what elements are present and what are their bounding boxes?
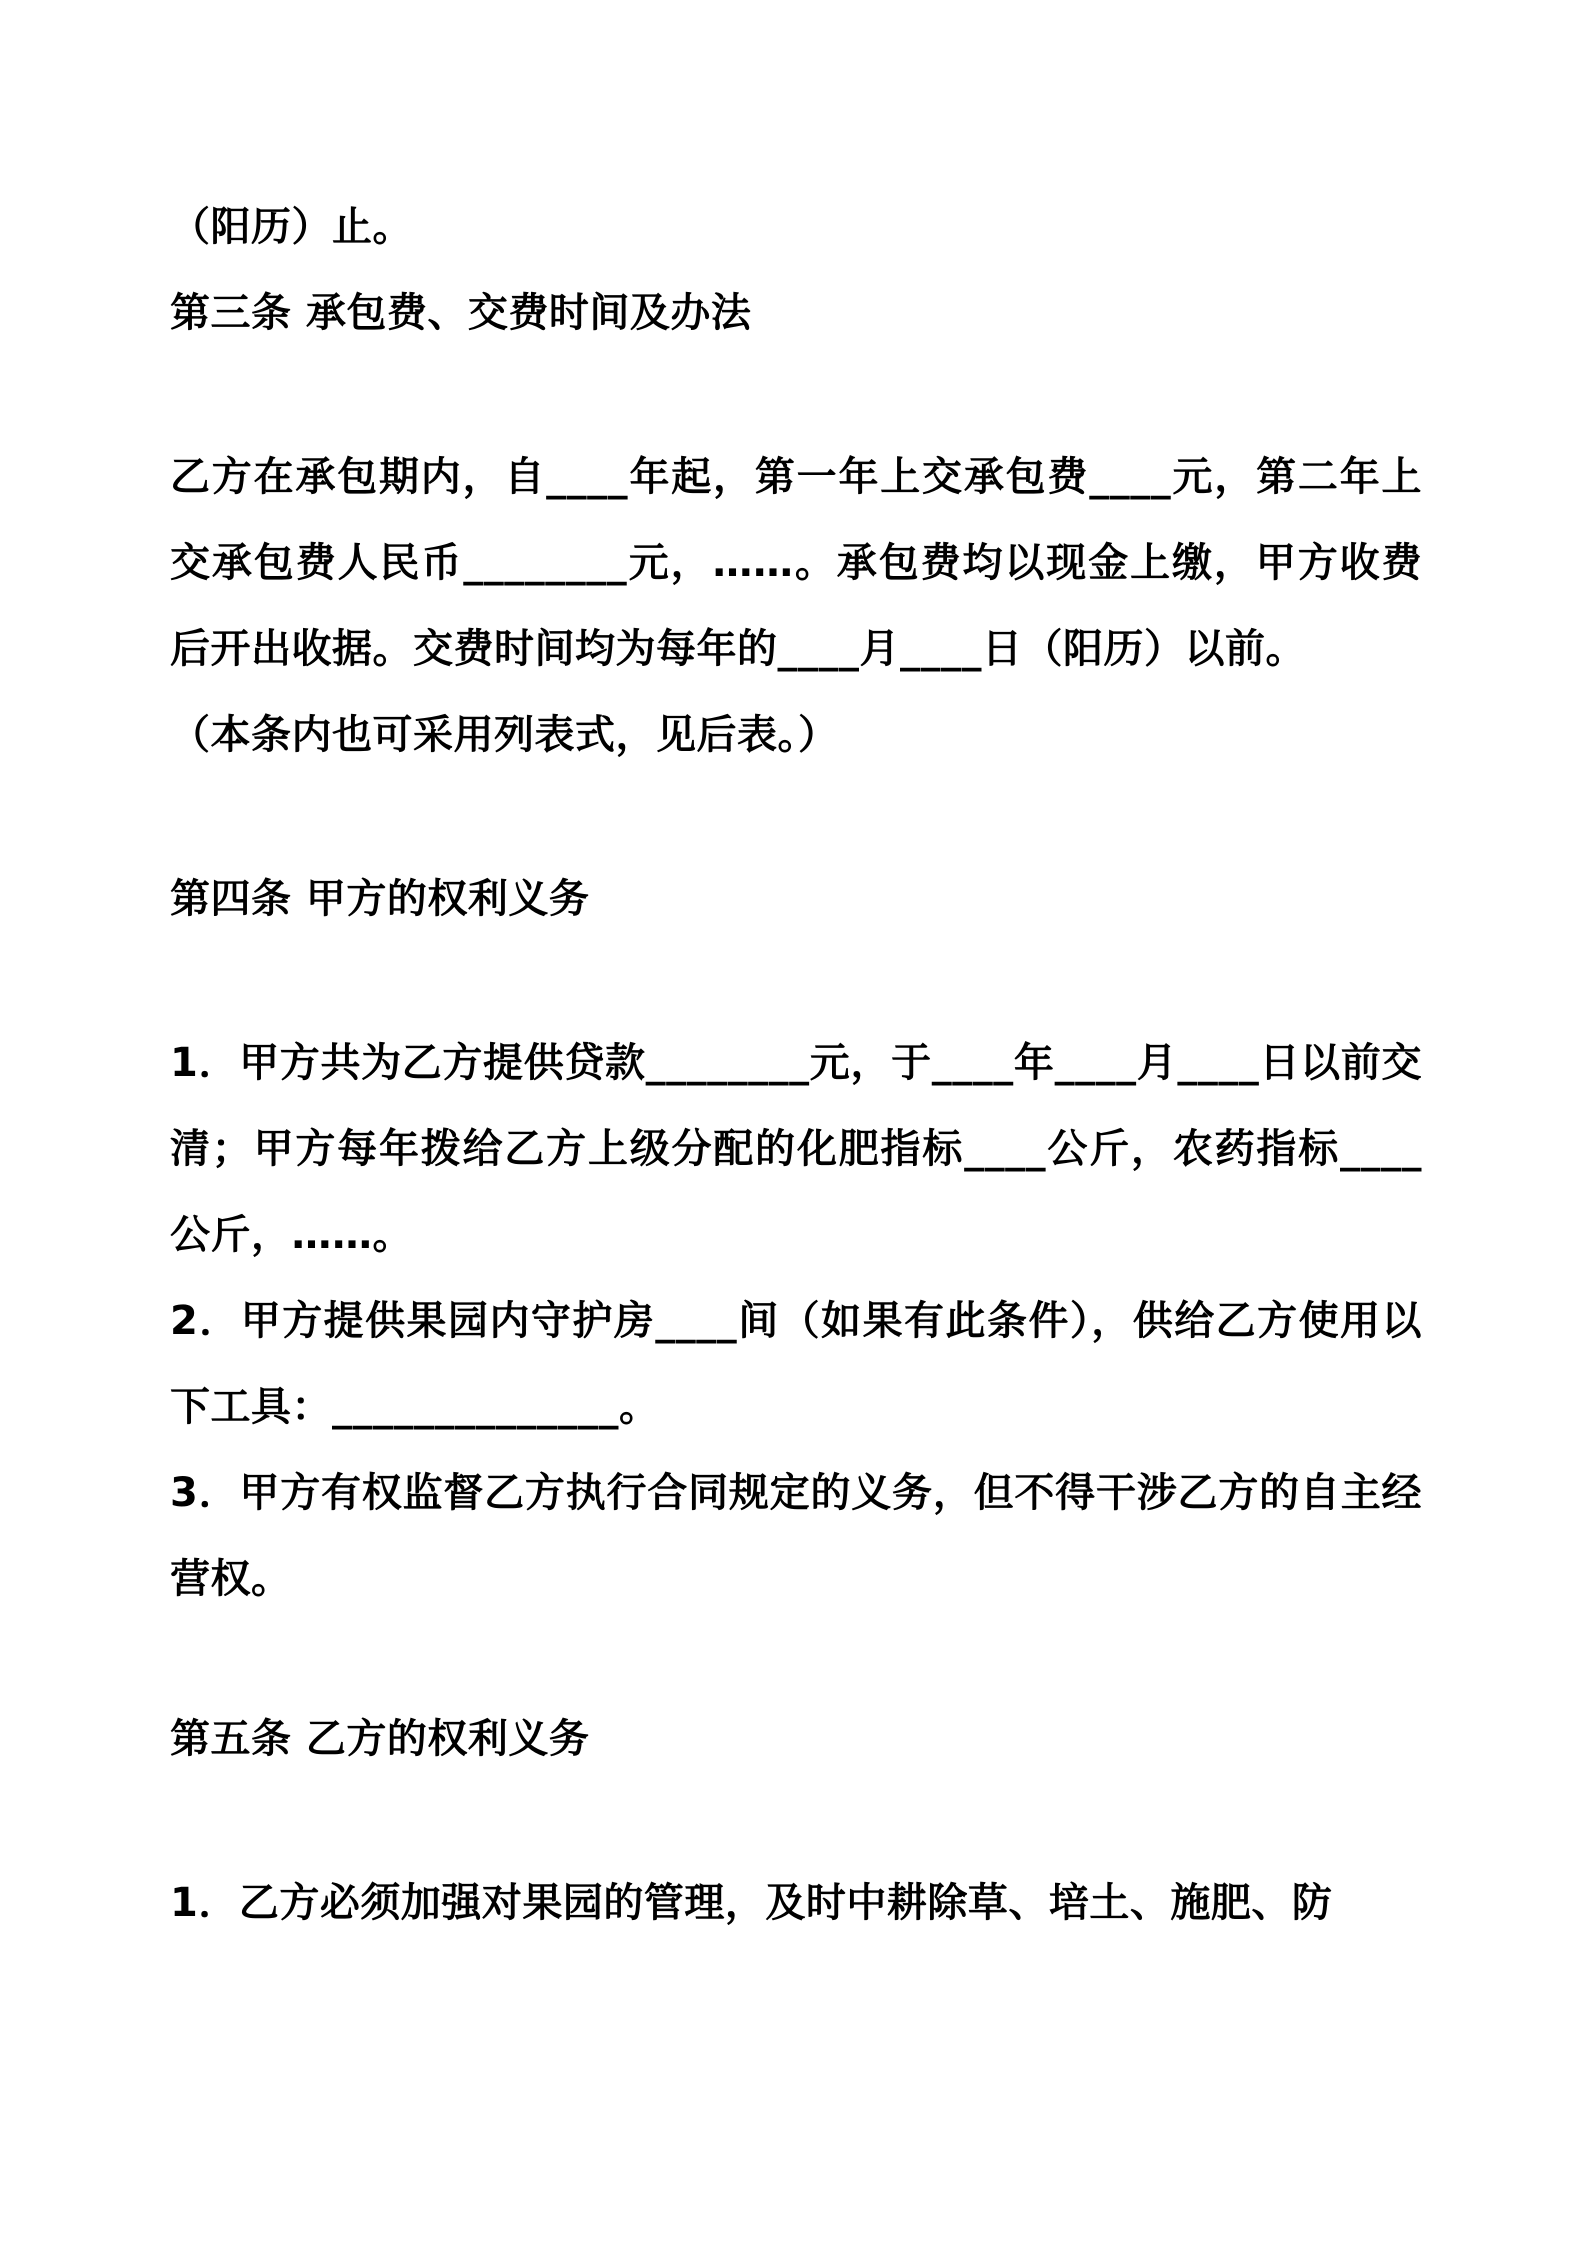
contract-text-body (170, 184, 1422, 1946)
paragraph-article-4-item-3: 3．甲方有权监督乙方执行合同规定的义务，但不得干涉乙方的自主经营权。 (170, 1470, 1422, 1602)
section-heading-article-3: 第三条 承包费、交费时间及办法 (170, 290, 752, 336)
paragraph-article-4-item-2: 2．甲方提供果园内守护房____间（如果有此条件），供给乙方使用以下工具：______________。 (170, 1298, 1422, 1430)
paragraph-article-3-fees: 乙方在承包期内，自____年起，第一年上交承包费____元，第二年上交承包费人民币________元，……。承包费均以现金上缴，甲方收费后开出收据。交费时间均为每年的____月____日（阳历）以前。 (170, 454, 1422, 672)
section-heading-article-4: 第四条 甲方的权利义务 (170, 876, 590, 922)
paragraph-yangli-zhi: （阳历）止。 (170, 204, 413, 250)
section-heading-article-5: 第五条 乙方的权利义务 (170, 1716, 590, 1762)
paragraph-list-note: （本条内也可采用列表式，见后表。） (170, 712, 839, 758)
paragraph-article-4-item-1: 1．甲方共为乙方提供贷款________元，于____年____月____日以前交清；甲方每年拨给乙方上级分配的化肥指标____公斤，农药指标____公斤，……。 (170, 1040, 1422, 1258)
paragraph-article-5-item-1: 1．乙方必须加强对果园的管理，及时中耕除草、培土、施肥、防 (170, 1880, 1333, 1926)
